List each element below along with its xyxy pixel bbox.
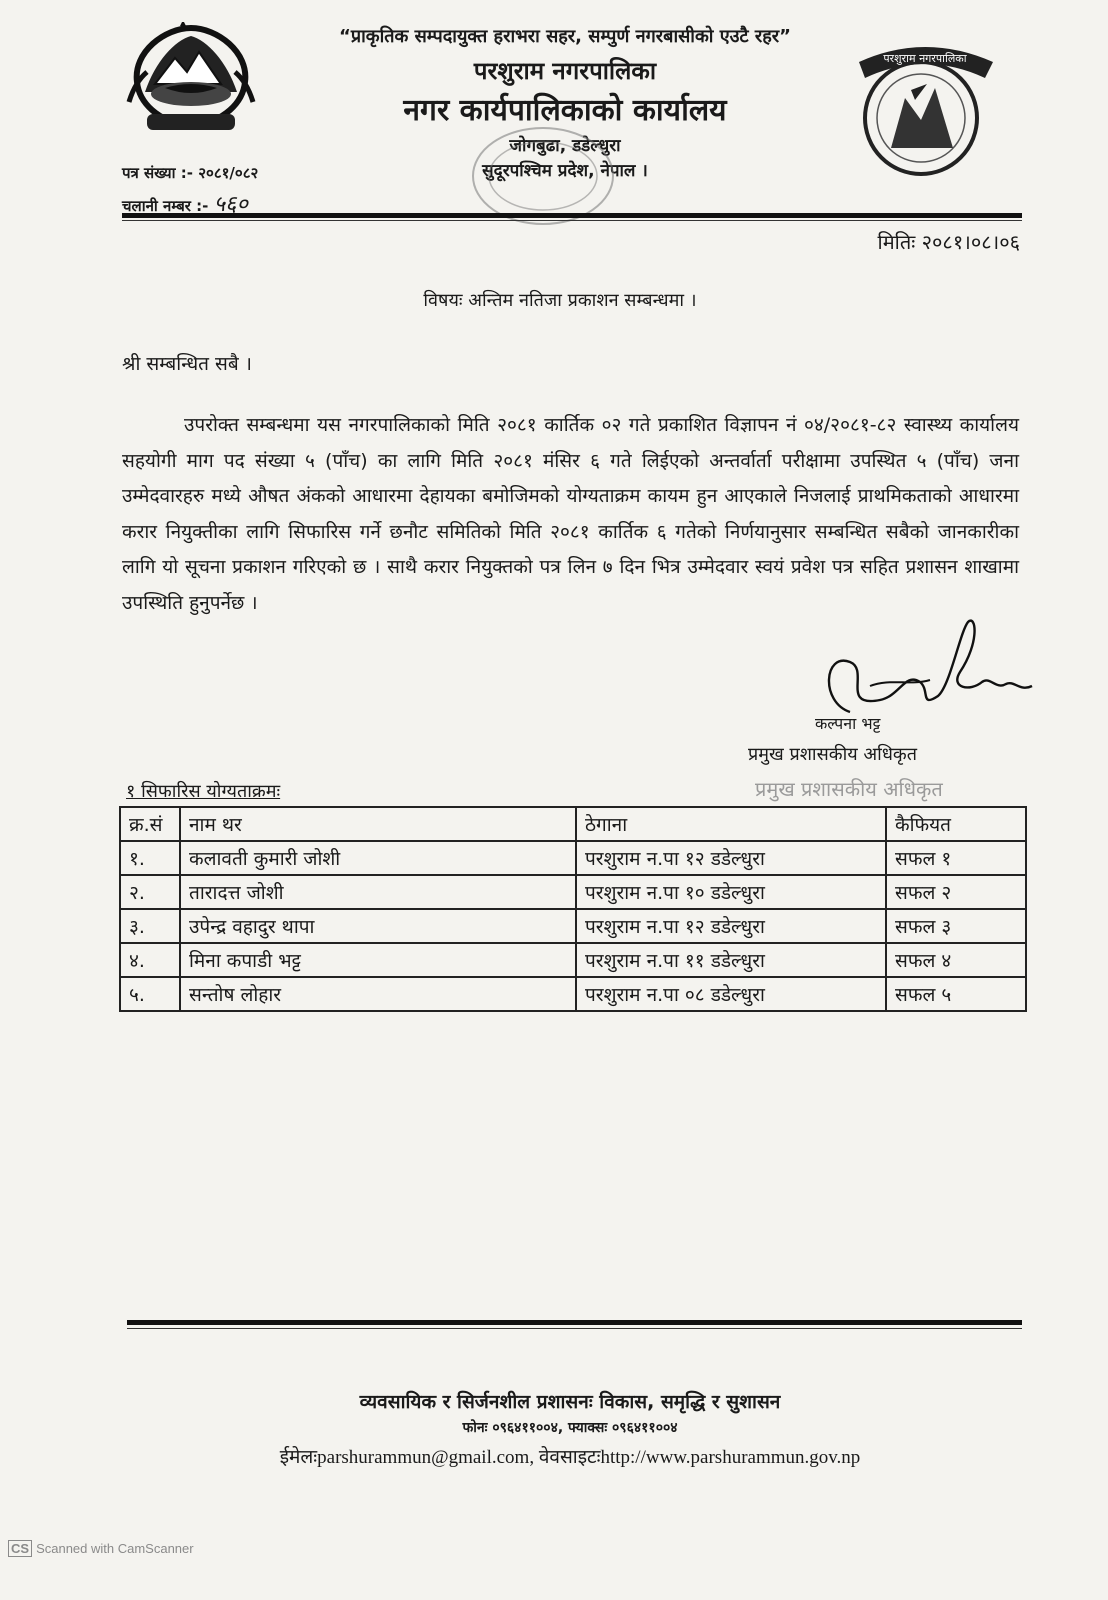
header-serial: क्र.सं: [120, 807, 180, 841]
footer-rule-thin: [127, 1328, 1022, 1329]
cell-remarks: सफल ५: [886, 977, 1026, 1011]
nepal-emblem-logo: [125, 22, 257, 140]
cell-name: उपेन्द्र वहादुर थापा: [180, 909, 576, 943]
footer-slogan: व्यवसायिक र सिर्जनशील प्रशासनः विकास, समृद्धि र सुशासन: [359, 1391, 781, 1413]
cell-name: कलावती कुमारी जोशी: [180, 841, 576, 875]
signatory-title: प्रमुख प्रशासकीय अधिकृत: [748, 744, 917, 765]
header-rule: [122, 213, 1022, 218]
header-address: ठेगाना: [576, 807, 886, 841]
chalani-label: चलानी नम्बर :-: [122, 197, 209, 215]
cell-name: मिना कपाडी भट्ट: [180, 943, 576, 977]
table-row: [120, 841, 1026, 875]
cell-remarks: सफल ४: [886, 943, 1026, 977]
table-row: [120, 977, 1026, 1011]
cell-serial: २.: [120, 875, 180, 909]
cell-remarks: सफल ३: [886, 909, 1026, 943]
cell-address: परशुराम न.पा ०८ डडेल्धुरा: [576, 977, 886, 1011]
salutation: श्री सम्बन्धित सबै ।: [122, 353, 252, 375]
address-line-2: सुदूरपश्चिम प्रदेश, नेपाल ।: [482, 161, 648, 181]
table-row: [120, 909, 1026, 943]
logo-banner-text: परशुराम नगरपालिका: [883, 52, 967, 65]
chalani-value: ५६०: [213, 192, 248, 217]
patra-value: २०८१/०८२: [198, 164, 259, 182]
letter-body: उपरोक्त सम्बन्धमा यस नगरपालिकाको मिति २०८१ कार्तिक ०२ गते प्रकाशित विज्ञापन नं ०४/२०८१-८२ स्वास्थ्य कार्यालय सहयोगी माग पद संख्या ५ (पाँच) का लागि मिति २०८१ मंसिर ६ गते लिईएको अन्तर्वार्ता परीक्षामा उपस्थित ५ (पाँच) जना उम्मेदवारहरु मध्ये औषत अंकको आधारमा देहायका बमोजिमको योग्यताक्रम कायम हुन आएकाले निजलाई प्राथमिकताको आधारमा करार नियुक्तीका लागि सिफारिस गर्ने छनौट समितिको मिति २०८१ कार्तिक ६ गतेको निर्णयानुसार सम्बन्धित सबैको जानकारीका लागि यो सूचना प्रकाशन गरिएको छ । साथै करार नियुक्तको पत्र लिन ७ दिन भित्र उम्मेदवार स्वयं प्रवेश पत्र सहित प्रशासन शाखामा उपस्थिति हुनुपर्नेछ ।: [122, 414, 1019, 614]
cell-serial: ४.: [120, 943, 180, 977]
letterhead-motto: “प्राकृतिक सम्पदायुक्त हराभरा सहर, सम्पुर्ण नगरबासीको एउटै रहर”: [339, 26, 791, 47]
office-name: नगर कार्यपालिकाको कार्यालय: [403, 93, 727, 128]
cell-serial: १.: [120, 841, 180, 875]
header-rule-thin: [122, 220, 1022, 221]
table-row: [120, 875, 1026, 909]
cell-address: परशुराम न.पा ११ डडेल्धुरा: [576, 943, 886, 977]
table-caption: १ सिफारिस योग्यताक्रमः: [126, 781, 281, 802]
letter-subject: विषयः अन्तिम नतिजा प्रकाशन सम्बन्धमा ।: [423, 290, 697, 311]
footer-rule: [127, 1320, 1022, 1325]
camscanner-icon: CS: [8, 1540, 32, 1557]
signatory-name: कल्पना भट्ट: [815, 714, 881, 733]
patra-label: पत्र संख्या :-: [122, 164, 193, 182]
address-line-1: जोगबुढा, डडेल्धुरा: [509, 136, 621, 156]
header-name: नाम थर: [180, 807, 576, 841]
cell-name: सन्तोष लोहार: [180, 977, 576, 1011]
cell-serial: ५.: [120, 977, 180, 1011]
signatory-stamp: प्रमुख प्रशासकीय अधिकृत: [755, 777, 943, 801]
scanner-watermark: [8, 1540, 194, 1557]
letter-date: मितिः २०८१।०८।०६: [877, 230, 1020, 254]
cell-address: परशुराम न.पा १० डडेल्धुरा: [576, 875, 886, 909]
merit-list-table: [119, 806, 1027, 1012]
municipality-name: परशुराम नगरपालिका: [473, 57, 657, 85]
cell-remarks: सफल २: [886, 875, 1026, 909]
footer-email-website: ईमेलःparshurammun@gmail.com, वेवसाइटःhttp://www.parshurammun.gov.np: [279, 1447, 861, 1468]
patra-sankhya: [122, 163, 258, 183]
footer-phone: फोनः ०९६४११००४, फ्याक्सः ०९६४११००४: [462, 1420, 678, 1436]
table-row: [120, 943, 1026, 977]
watermark-text: Scanned with CamScanner: [36, 1541, 194, 1556]
table-header-row: [120, 807, 1026, 841]
cell-address: परशुराम न.पा १२ डडेल्धुरा: [576, 841, 886, 875]
municipality-logo: [855, 28, 995, 178]
cell-name: तारादत्त जोशी: [180, 875, 576, 909]
cell-address: परशुराम न.पा १२ डडेल्धुरा: [576, 909, 886, 943]
cell-remarks: सफल १: [886, 841, 1026, 875]
cell-serial: ३.: [120, 909, 180, 943]
header-remarks: कैफियत: [886, 807, 1026, 841]
